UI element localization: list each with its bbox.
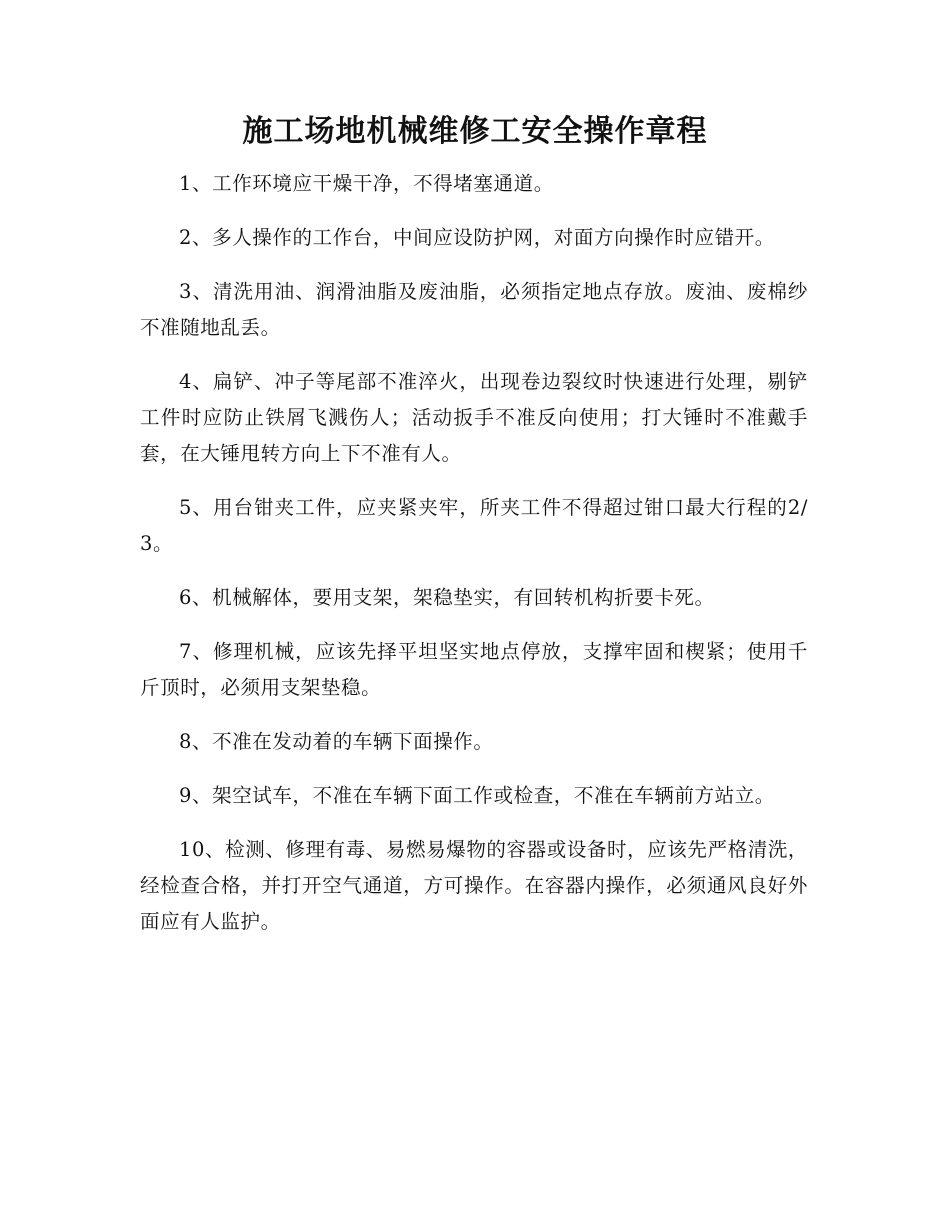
rule-item-2: 2、多人操作的工作台，中间应设防护网，对面方向操作时应错开。 bbox=[179, 226, 775, 249]
rule-item-7: 7、修理机械，应该先择平坦坚实地点停放，支撑牢固和楔紧；使用千斤顶时，必须用支架垫稳。 bbox=[140, 640, 808, 699]
rule-item-6: 6、机械解体，要用支架，架稳垫实，有回转机构折要卡死。 bbox=[179, 586, 715, 609]
rule-item-3: 3、清洗用油、润滑油脂及废油脂，必须指定地点存放。废油、废棉纱不准随地乱丢。 bbox=[140, 280, 808, 339]
rule-item-9: 9、架空试车，不准在车辆下面工作或检查，不准在车辆前方站立。 bbox=[179, 784, 775, 807]
rule-item-8: 8、不准在发动着的车辆下面操作。 bbox=[179, 730, 494, 753]
rule-item-4: 4、扁铲、冲子等尾部不准淬火，出现卷边裂纹时快速进行处理，剔铲工件时应防止铁屑飞溅伤人；活动扳手不准反向使用；打大锤时不准戴手套，在大锤甩转方向上下不准有人。 bbox=[140, 370, 808, 465]
rule-item-1: 1、工作环境应干燥干净，不得堵塞通道。 bbox=[179, 172, 554, 195]
rule-item-5: 5、用台钳夹工件，应夹紧夹牢，所夹工件不得超过钳口最大行程的2/3。 bbox=[140, 496, 808, 555]
safety-rules-list bbox=[140, 166, 808, 958]
rule-item-10: 10、检测、修理有毒、易燃易爆物的容器或设备时，应该先严格清洗，经检查合格，并打开空气通道，方可操作。在容器内操作，必须通风良好外面应有人监护。 bbox=[140, 838, 809, 933]
document-title: 施工场地机械维修工安全操作章程 bbox=[242, 114, 708, 149]
